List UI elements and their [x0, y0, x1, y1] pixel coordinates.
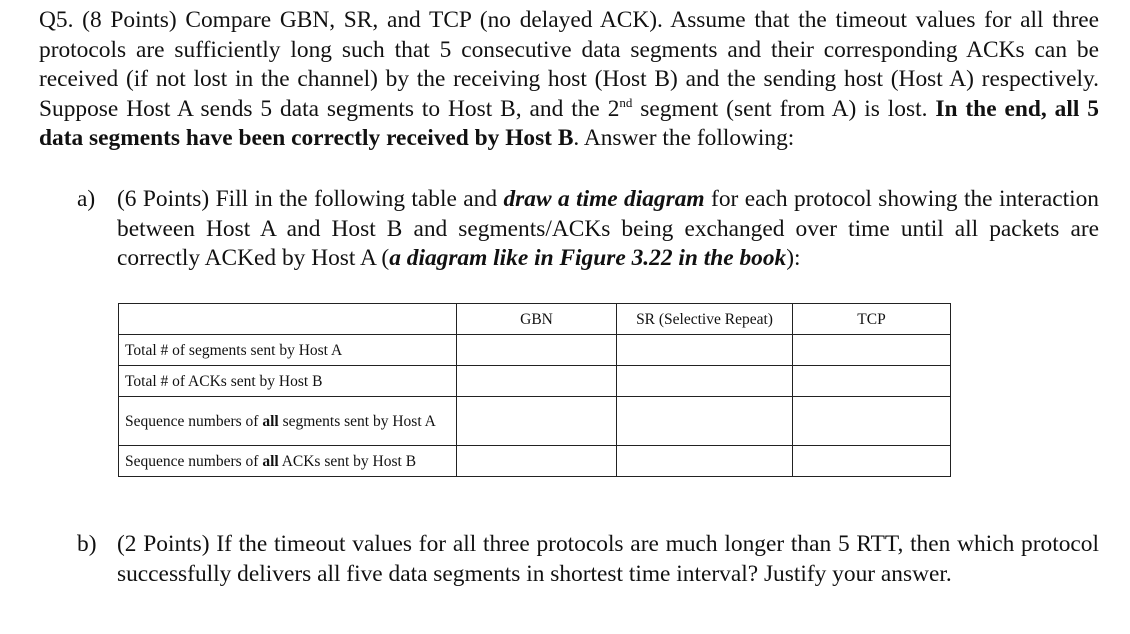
- answer-cell-tcp[interactable]: [793, 397, 951, 446]
- row-label-text: Total # of ACKs sent by Host B: [125, 372, 323, 390]
- question-intro-text: Q5. (8 Points) Compare GBN, SR, and TCP (no delayed ACK). Assume that the timeout values for all three protocols are sufficiently long such that 5 consecutive data segments and their corresponding ACKs can be received (if not lost in the channel) by the receiving host (Host B) and the sending host (Host A) respectively. Suppose Host A sends 5 data segments to Host B, and the 2: [39, 7, 1099, 122]
- answer-cell-gbn[interactable]: [457, 446, 617, 477]
- row-label-text: Sequence numbers of: [125, 412, 263, 430]
- row-label-text: Sequence numbers of: [125, 452, 263, 470]
- question-intro: [39, 6, 1099, 154]
- row-label-bold: all: [262, 452, 279, 470]
- part-b-marker: b): [77, 531, 97, 557]
- answer-cell-sr[interactable]: [617, 366, 793, 397]
- part-a-emphasis-1: draw a time diagram: [503, 186, 705, 212]
- answer-cell-sr[interactable]: [617, 335, 793, 366]
- question-intro-text-2: segment (sent from A) is lost.: [632, 95, 936, 122]
- table-header-row: [119, 304, 951, 335]
- table-row: [119, 446, 951, 477]
- table-header-sr: SR (Selective Repeat): [617, 304, 793, 335]
- answer-cell-sr[interactable]: [617, 397, 793, 446]
- row-label: [119, 446, 457, 477]
- answer-cell-tcp[interactable]: [793, 366, 951, 397]
- row-label-text: Total # of segments sent by Host A: [125, 341, 343, 359]
- row-label-text-end: segments sent by Host A: [278, 412, 436, 430]
- row-label: [119, 366, 457, 397]
- table-row: [119, 366, 951, 397]
- answer-cell-gbn[interactable]: [457, 397, 617, 446]
- answer-cell-sr[interactable]: [617, 446, 793, 477]
- row-label: [119, 397, 457, 446]
- table-header-tcp: TCP: [793, 304, 951, 335]
- row-label-bold: all: [262, 412, 279, 430]
- part-a-text-3: ):: [786, 245, 801, 272]
- answer-cell-tcp[interactable]: [793, 446, 951, 477]
- answer-table: [118, 303, 951, 477]
- answer-cell-gbn[interactable]: [457, 366, 617, 397]
- part-a-emphasis-2: a diagram like in Figure 3.22 in the book: [389, 245, 787, 272]
- row-label-text-end: ACKs sent by Host B: [278, 452, 417, 470]
- part-a-marker: a): [77, 186, 96, 212]
- part-a-text-1: (6 Points) Fill in the following table and: [117, 186, 504, 212]
- row-label: [119, 335, 457, 366]
- part-b-text: (2 Points) If the timeout values for all three protocols are much longer than 5 RTT, then which protocol successfully delivers all five data segments in shortest time interval? Justify your answer.: [117, 531, 1099, 587]
- question-intro-end: . Answer the following:: [573, 125, 795, 152]
- table-row: [119, 397, 951, 446]
- table-header-empty: [119, 304, 457, 335]
- answer-cell-gbn[interactable]: [457, 335, 617, 366]
- part-a-text-2: for each protocol showing the interaction between Host A and Host B and segments/ACKs being exchanged over time until all packets are correctly ACKed by Host A (: [117, 186, 1099, 272]
- ordinal-superscript: nd: [619, 94, 633, 110]
- answer-cell-tcp[interactable]: [793, 335, 951, 366]
- table-row: [119, 335, 951, 366]
- question-bold-statement: In the end, all 5 data segments have been correctly received by Host B: [39, 95, 1099, 152]
- table-header-gbn: GBN: [457, 304, 617, 335]
- part-a-text: [117, 185, 1099, 274]
